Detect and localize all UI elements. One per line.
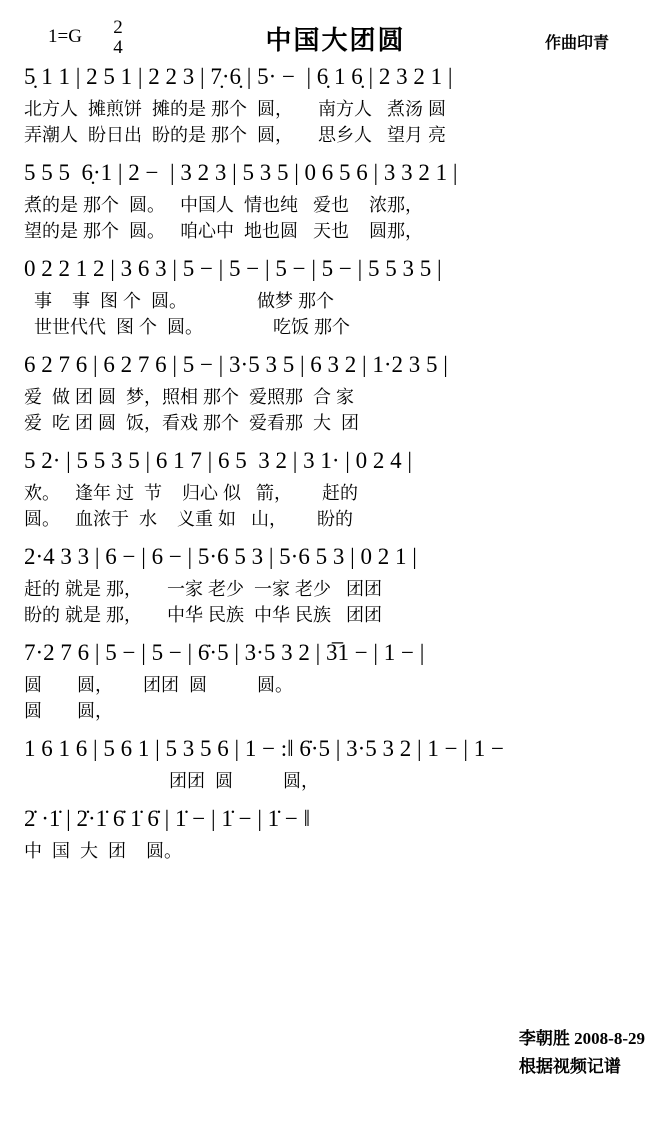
score-line [14, 446, 657, 532]
notation-line: 6 2 7 6 | 6 2 7 6 | 5 − | 3·5 3 5 | 6 3 2 | 1·2 3 5 | [24, 352, 448, 377]
lyric-line: 团团 圆 圆， [24, 771, 320, 791]
lyric-line: 世世代代 图 个 圆。 吃饭 那个 [24, 317, 351, 337]
lyric-line: 圆 圆， 团团 圆 圆。 [24, 675, 294, 695]
score-line [14, 542, 657, 628]
sheet-header [0, 0, 671, 62]
lyric-line: 盼的 就是 那， 中华 民族 中华 民族 团团 [24, 605, 383, 625]
time-signature-denominator: 4 [113, 36, 123, 58]
score-line [14, 62, 657, 148]
notation-line: 2·4 3 3 | 6 − | 6 − | 5·6 5 3 | 5·6 5 3 | 0 2 1 | [24, 544, 417, 569]
score-line [14, 734, 657, 794]
page-title: 中国大团圆 [265, 26, 406, 55]
score-line [14, 804, 657, 864]
score-body [0, 62, 671, 864]
score-line [14, 638, 657, 724]
lyric-line: 煮的是 那个 圆。 中国人 情也纯 爱也 浓那， [24, 195, 424, 215]
notation-line: 2̇ ·1̇ | 2̇·1̇ 6̇ 1̇ 6̇ | 1̇ − | 1̇ − | 1̇ − ‖ [24, 806, 311, 831]
lyric-line: 爱 做 团 圆 梦，照相 那个 爱照那 合 家 [24, 387, 355, 407]
notation-line: 7·2 7 6 | 5 − | 5 − | 6̇·5 | 3·5 3 2 | 3̅1 − | 1 − | [24, 640, 425, 665]
source-note: 根据视频记谱 [518, 1057, 621, 1076]
score-line [14, 158, 657, 244]
lyric-line: 望的是 那个 圆。 咱心中 地也圆 天也 圆那， [24, 221, 424, 241]
time-signature-numerator: 2 [113, 17, 123, 38]
lyric-line: 中 国 大 团 圆。 [24, 841, 183, 861]
score-line [14, 254, 657, 340]
lyric-line: 事 事 图 个 圆。 做梦 那个 [24, 291, 335, 311]
notation-line: 5̣ 1 1 | 2 5 1 | 2 2 3 | 7̣·6̣ | 5· − | 6̣ 1 6̣ | 2 3 2 1 | [24, 64, 453, 89]
lyric-line: 赶的 就是 那， 一家 老少 一家 老少 团团 [24, 579, 383, 599]
notation-line: 5 5 5 6̣·1 | 2 − | 3 2 3 | 5 3 5 | 0 6 5 6 | 3 3 2 1 | [24, 160, 458, 185]
lyric-line: 弄潮人 盼日出 盼的是 那个 圆， 思乡人 望月 亮 [24, 125, 447, 145]
composer-credit: 作曲印青 [544, 35, 609, 52]
score-line [14, 350, 657, 436]
lyric-line: 爱 吃 团 圆 饭，看戏 那个 爱看那 大 团 [24, 413, 360, 433]
lyric-line: 北方人 摊煎饼 摊的是 那个 圆， 南方人 煮汤 圆 [24, 99, 447, 119]
transcriber-credit: 李朝胜 2008-8-29 [518, 1029, 645, 1048]
footer-credits [519, 1025, 645, 1081]
lyric-line: 圆。 血浓于 水 义重 如 山， 盼的 [24, 509, 354, 529]
notation-line: 1 6 1 6 | 5 6 1 | 5 3 5 6 | 1 − :‖ 6̇·5 | 3·5 3 2 | 1 − | 1 − [24, 736, 504, 761]
notation-line: 0 2 2 1 2 | 3 6 3 | 5 − | 5 − | 5 − | 5 − | 5 5 3 5 | [24, 256, 442, 281]
lyric-line: 欢。 逢年 过 节 归心 似 箭， 赶的 [24, 483, 359, 503]
lyric-line: 圆 圆， [24, 701, 114, 721]
notation-line: 5 2· | 5 5 3 5 | 6 1 7 | 6 5 3 2 | 3 1· | 0 2 4 | [24, 448, 412, 473]
key-signature: 1=G [48, 26, 82, 47]
